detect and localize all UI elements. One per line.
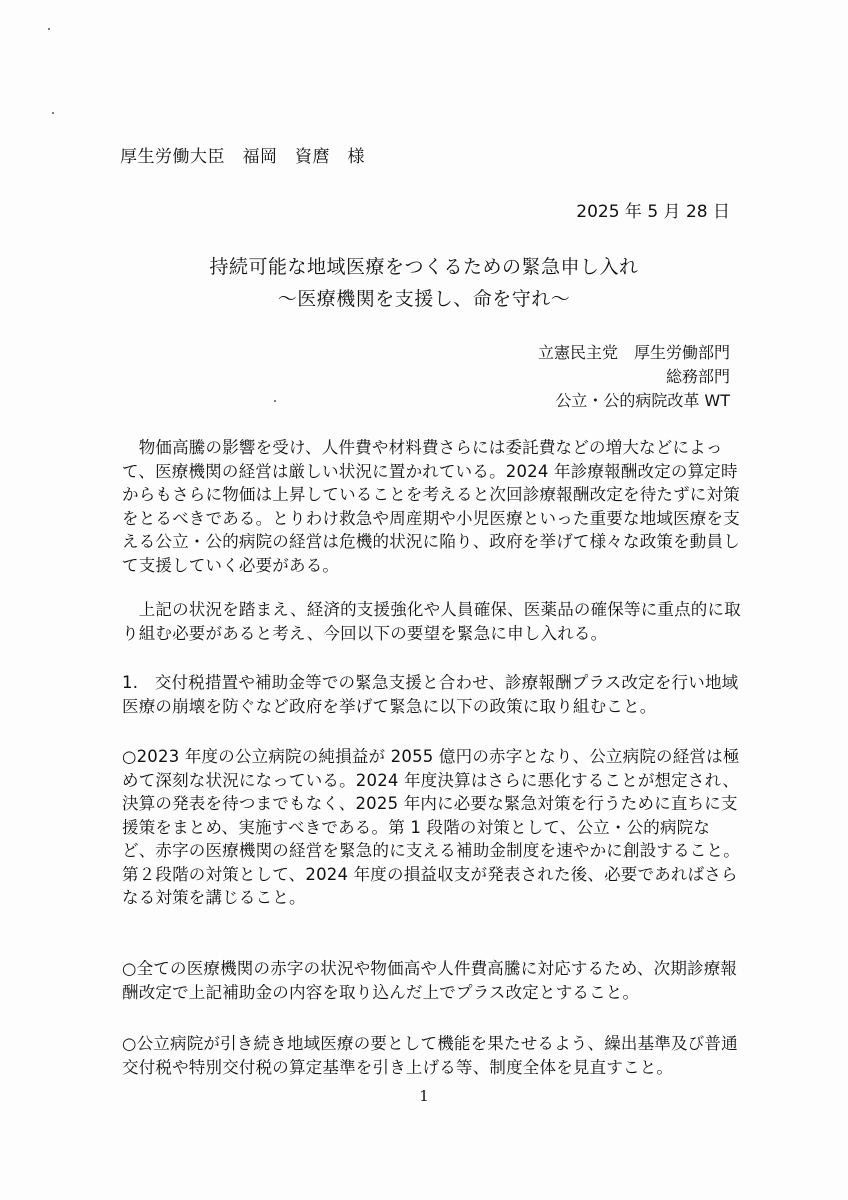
- sender-working-team: 公立・公的病院改革 WT: [555, 391, 730, 410]
- document-title: 持続可能な地域医療をつくるための緊急申し入れ: [209, 256, 639, 278]
- intro-paragraph: 物価高騰の影響を受け、人件費や材料費さらには委託費などの増大などによって、医療機関の経営は厳しい状況に置かれている。2024 年診療報酬改定の算定時からもさらに物価は上昇していることを考えると次回診療報酬改定を待たずに対策をとるべきである。とりわけ救急や周産期や小児医療といった重要な地域医療を支える公立・公的病院の経営は危機的状況に陥り、政府を挙げて様々な政策を動員して支援していく必要がある。: [122, 438, 740, 575]
- sender-party-department: 立憲民主党 厚生労働部門: [537, 343, 730, 362]
- letter-date: 2025 年 5 月 28 日: [576, 202, 730, 222]
- document-subtitle: ～医療機関を支援し、命を守れ～: [277, 288, 571, 310]
- bullet-item-system-review: ○公立病院が引き続き地域医療の要として機能を果たせるよう、繰出基準及び普通交付税や特別交付税の算定基準を引き上げる等、制度全体を見直すこと。: [122, 1034, 738, 1077]
- scan-speck: [48, 28, 50, 30]
- request-paragraph: 上記の状況を踏まえ、経済的支援強化や人員確保、医薬品の確保等に重点的に取り組む必要があると考え、今回以下の要望を緊急に申し入れる。: [122, 600, 741, 643]
- bullet-item-public-hospital-deficit: ○2023 年度の公立病院の純損益が 2055 億円の赤字となり、公立病院の経営は極めて深刻な状況になっている。2024 年度決算はさらに悪化することが想定され、決算の発表を待つまでもなく、2025 年内に必要な緊急対策を行うために直ちに支援策をまとめ、実施すべきである。第 1 段階の対策として、公立・公的病院など、赤字の医療機関の経営を緊急的に支える補助金制度を速やかに創設すること。第２段階の対策として、2024 年度の損益収支が発表された後、必要であればさらなる対策を講じること。: [122, 747, 740, 907]
- numbered-item-1: 1. 交付税措置や補助金等での緊急支援と合わせ、診療報酬プラス改定を行い地域医療の崩壊を防ぐなど政府を挙げて緊急に以下の政策に取り組むこと。: [122, 673, 739, 716]
- bullet-item-fee-revision: ○全ての医療機関の赤字の状況や物価高や人件費高騰に対応するため、次期診療報酬改定で上記補助金の内容を取り込んだ上でプラス改定とすること。: [122, 959, 738, 1002]
- scan-speck: [52, 112, 54, 114]
- addressee: 厚生労働大臣 福岡 資麿 様: [120, 147, 365, 167]
- sender-general-affairs: 総務部門: [665, 367, 730, 386]
- scan-speck: [274, 400, 276, 402]
- page-number: 1: [419, 1087, 429, 1105]
